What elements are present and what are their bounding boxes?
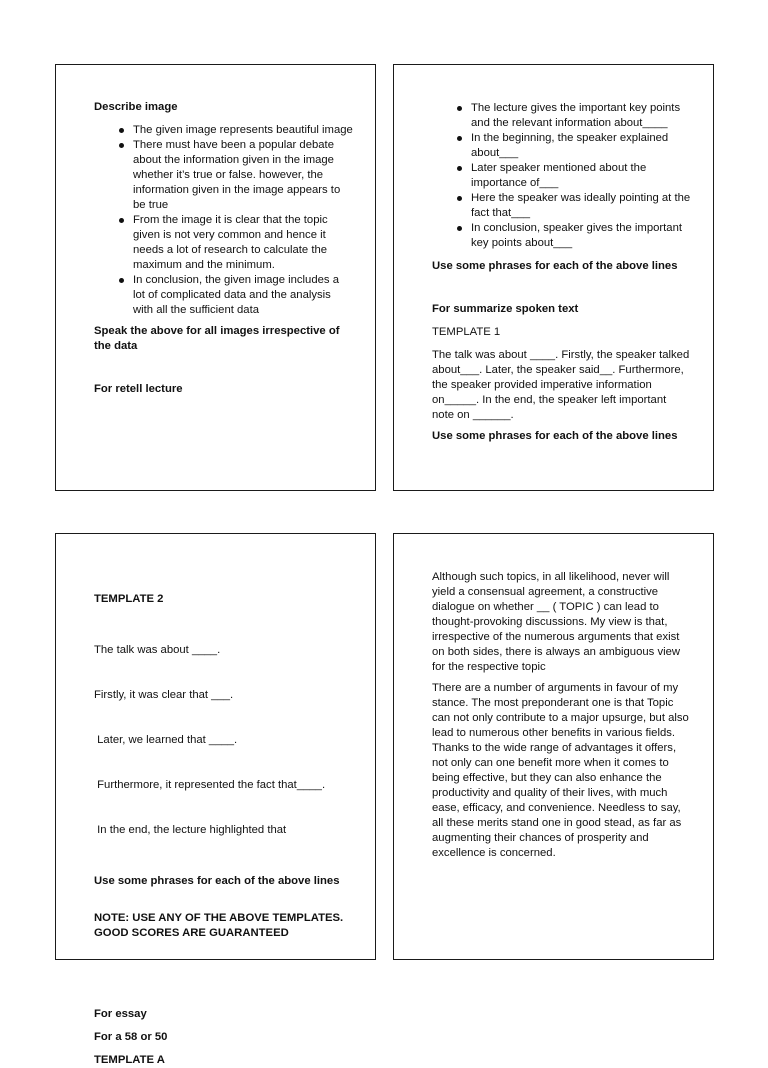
essay-paragraph-2: There are a number of arguments in favour of my stance. The most preponderant one is that Topic can not only contribute to a major upsurge, but also lead to numerous other benefits in various fields. Thanks to the wide range of advantages it offers, not only can one benefit more when it comes to being effective, but they can also enhance the productivity and quality of their lives, with much ease, efficacy, and convenience. Needless to say, all these merits stand one in good stead, as far as augmenting their chances of prosperity and excellence is concerned. — [432, 682, 689, 859]
slide3-template-a: TEMPLATE A — [94, 1054, 165, 1066]
slide3-score-label: For a 58 or 50 — [94, 1031, 168, 1043]
slide3-essay-heading: For essay — [94, 1008, 147, 1020]
template-line: In the end, the lecture highlighted that — [94, 824, 287, 836]
slide3-guarantee-note: NOTE: USE ANY OF THE ABOVE TEMPLATES. GOOD SCORES ARE GUARANTEED — [94, 912, 344, 939]
slide2-summarize-heading: For summarize spoken text — [432, 303, 579, 315]
slide-describe-image — [55, 64, 376, 491]
list-item: Here the speaker was ideally pointing at the fact that___ — [471, 192, 691, 219]
slide-retell-lecture — [393, 64, 714, 491]
slide1-heading: Describe image — [94, 101, 178, 113]
list-item: There must have been a popular debate about the information given in the image whether it’s true or false. however, the information given in the image appears to be true — [133, 138, 353, 213]
template-line: Furthermore, it represented the fact that____. — [94, 779, 326, 791]
list-item: In conclusion, the given image includes a lot of complicated data and the analysis with all the sufficient data — [133, 273, 353, 318]
list-item: From the image it is clear that the topic given is not very common and hence it needs a lot of research to calculate the maximum and the minimum. — [133, 213, 353, 273]
slide3-phrases-note: Use some phrases for each of the above lines — [94, 875, 340, 887]
slide1-bullet-list — [114, 123, 353, 318]
slide3-template-label: TEMPLATE 2 — [94, 593, 164, 605]
list-item: The lecture gives the important key points and the relevant information about____ — [471, 101, 691, 131]
list-item: The given image represents beautiful image — [133, 124, 353, 136]
template-line: The talk was about ____. — [94, 644, 221, 656]
slide2-template-label: TEMPLATE 1 — [432, 326, 501, 338]
slide1-next-heading: For retell lecture — [94, 383, 183, 395]
slide3-template-lines — [94, 613, 353, 868]
list-item: Later speaker mentioned about the importance of___ — [471, 161, 691, 191]
slide2-template-text: The talk was about ____. Firstly, the speaker talked about___. Later, the speaker said__. Furthermore, the speaker provided imperative information on_____. In the end, the speaker left important note on ______. — [432, 349, 690, 421]
template-line: Later, we learned that ____. — [94, 734, 238, 746]
essay-paragraph-1: Although such topics, in all likelihood, never will yield a consensual agreement, a constructive dialogue on whether __ ( TOPIC ) can lead to thought-provoking discussions. My view is that, irrespective of the numerous arguments that exist on both sides, there is always an ambiguous view for the respective topic — [432, 571, 681, 673]
slide-essay-template — [393, 533, 714, 960]
slide2-bullet-list — [452, 101, 691, 251]
template-line: Firstly, it was clear that ___. — [94, 689, 234, 701]
list-item: In conclusion, speaker gives the important key points about___ — [471, 221, 691, 251]
slide2-phrases-note: Use some phrases for each of the above lines — [432, 260, 678, 272]
slide1-note: Speak the above for all images irrespective of the data — [94, 325, 340, 352]
slide-template-2 — [55, 533, 376, 1066]
list-item: In the beginning, the speaker explained about___ — [471, 131, 691, 161]
slide2-phrases-note-2: Use some phrases for each of the above lines — [432, 430, 678, 442]
